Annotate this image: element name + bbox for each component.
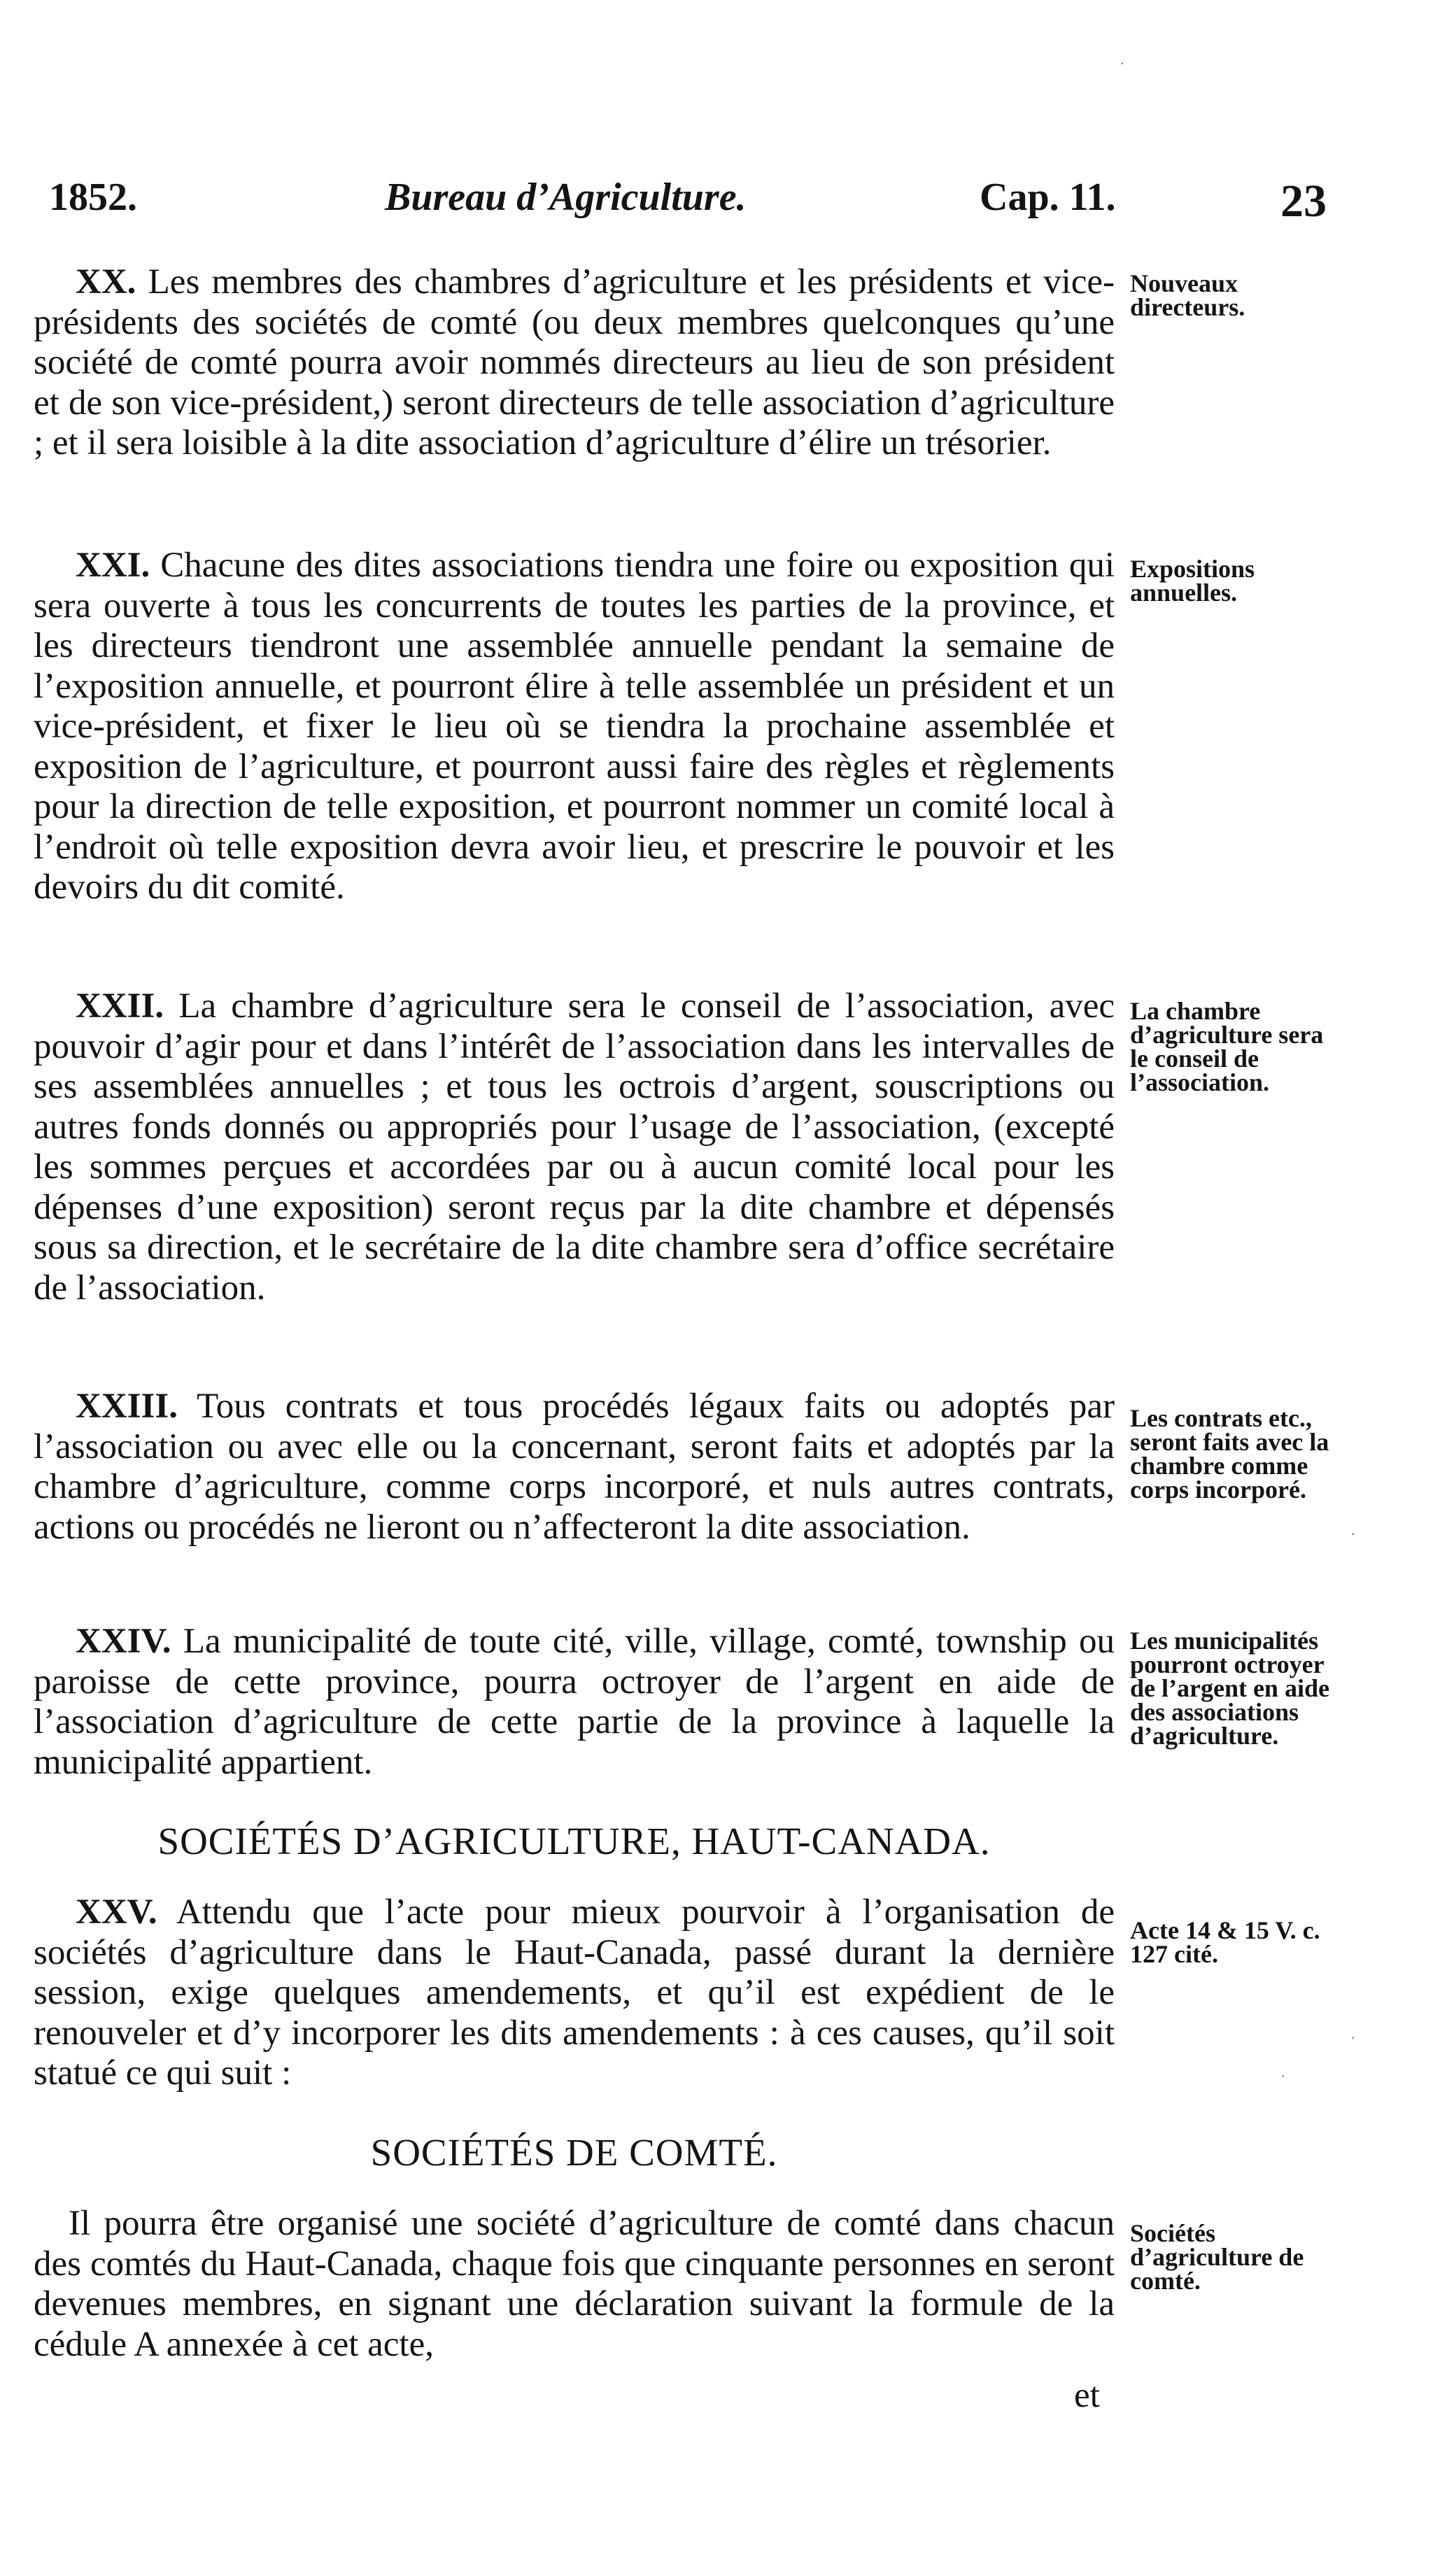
margin-note-xxv: Acte 14 & 15 V. c. 127 cité.	[1130, 1916, 1320, 1968]
header-title: Bureau d’Agriculture.	[385, 176, 747, 219]
page-number: 23	[1280, 176, 1327, 227]
section-text: La chambre d’agriculture sera le conseil de l’association, avec pouvoir d’agir pour et dans l’intérêt de l’association dans les intervalles de ses assemblées annuelles ; et tous les octrois d’argent, souscriptions ou autres fonds donnés ou appropriés pour l’usage de l’association, (excepté les sommes perçues et accordées par ou à aucun comité local pour les dépenses d’une exposition) seront reçus par la dite chambre et dépensés sous sa direction, et le secrétaire de la dite chambre sera d’office secrétaire de l’association.	[34, 986, 1115, 1308]
scan-speck: ·	[1350, 2029, 1356, 2046]
section-number: XX.	[76, 262, 136, 302]
margin-note-xxiii: Les contrats etc., seront faits avec la chambre comme corps incorporé.	[1130, 1404, 1329, 1503]
section-text: Tous contrats et tous procédés légaux faits ou adoptés par l’association ou avec elle ou la concernant, seront faits et adoptés par la chambre d’agriculture, comme corps incorporé, et nuls autres contrats, actions ou procédés ne lieront ou n’affecteront la dite association.	[34, 1387, 1115, 1547]
section-text: Chacune des dites associations tiendra une foire ou exposition qui sera ouverte à tous les concurrents de toutes les parties de la province, et les directeurs tiendront une assemblée annuelle pendant la semaine de l’exposition annuelle, et pourront élire à telle assemblée un président et un vice-président, et fixer le lieu où se tiendra la prochaine assemblée et exposition de l’agriculture, et pourront aussi faire des règles et règlements pour la direction de telle exposition, et pourront nommer un comité local à l’endroit où telle exposition devra avoir lieu, et prescrire le pouvoir et les devoirs du dit comité.	[34, 546, 1115, 907]
section-xxi	[34, 546, 1115, 908]
margin-note-xxi: Expositions annuelles.	[1130, 555, 1255, 607]
margin-note-xxiv: Les municipalités pourront octroyer de l’argent en aide des associations d’agriculture.	[1130, 1627, 1329, 1750]
section-text: La municipalité de toute cité, ville, village, comté, township ou paroisse de cette province, pourra octroyer de l’argent en aide de l’association d’agriculture de cette partie de la province à laquelle la municipalité appartient.	[34, 1622, 1115, 1782]
running-header	[49, 175, 1329, 231]
section-number: XXII.	[76, 986, 164, 1026]
margin-note-xx: Nouveaux directeurs.	[1130, 269, 1245, 321]
scan-speck: ·	[1350, 1525, 1356, 1543]
section-number: XXIV.	[76, 1622, 171, 1661]
section-xxiii	[34, 1387, 1115, 1548]
margin-note-county: Sociétés d’agriculture de comté.	[1130, 2219, 1304, 2295]
section-number: XXV.	[76, 1892, 157, 1932]
section-xxiv	[34, 1622, 1115, 1783]
section-county-societies	[34, 2204, 1115, 2365]
catchword: et	[1074, 2376, 1100, 2415]
section-heading: SOCIÉTÉS D’AGRICULTURE, HAUT-CANADA.	[157, 1820, 991, 1862]
header-year: 1852.	[49, 176, 137, 219]
section-text: Il pourra être organisé une société d’agriculture de comté dans chacun des comtés du Haut-Canada, chaque fois que cinquante personnes en seront devenues membres, en signant une déclaration suivant la formule de la cédule A annexée à cet acte,	[34, 2204, 1115, 2364]
section-text: Attendu que l’acte pour mieux pourvoir à l’organisation de sociétés d’agriculture dans le Haut-Canada, passé durant la dernière session, exige quelques amendements, et qu’il est expédient de le renouveler et d’y incorporer les dits amendements : à ces causes, qu’il soit statué ce qui suit :	[34, 1892, 1115, 2093]
margin-note-xxii: La chambre d’agriculture sera le conseil de l’association.	[1130, 997, 1324, 1096]
subsection-heading: SOCIÉTÉS DE COMTÉ.	[370, 2131, 778, 2174]
section-number: XXIII.	[76, 1387, 178, 1426]
section-number: XXI.	[76, 546, 150, 585]
header-chapter: Cap. 11.	[980, 176, 1116, 219]
scan-speck: ·	[1280, 2067, 1286, 2085]
section-xxii	[34, 986, 1115, 1308]
section-xxv	[34, 1892, 1115, 2094]
section-xx	[34, 262, 1115, 464]
section-text: Les membres des chambres d’agriculture et les présidents et vice-présidents des sociétés de comté (ou deux membres quelconques qu’une société de comté pourra avoir nommés directeurs au lieu de son président et de son vice-président,) seront directeurs de telle association d’agriculture ; et il sera loisible à la dite association d’agriculture d’élire un trésorier.	[34, 262, 1115, 462]
scan-speck: ·	[1120, 55, 1125, 72]
